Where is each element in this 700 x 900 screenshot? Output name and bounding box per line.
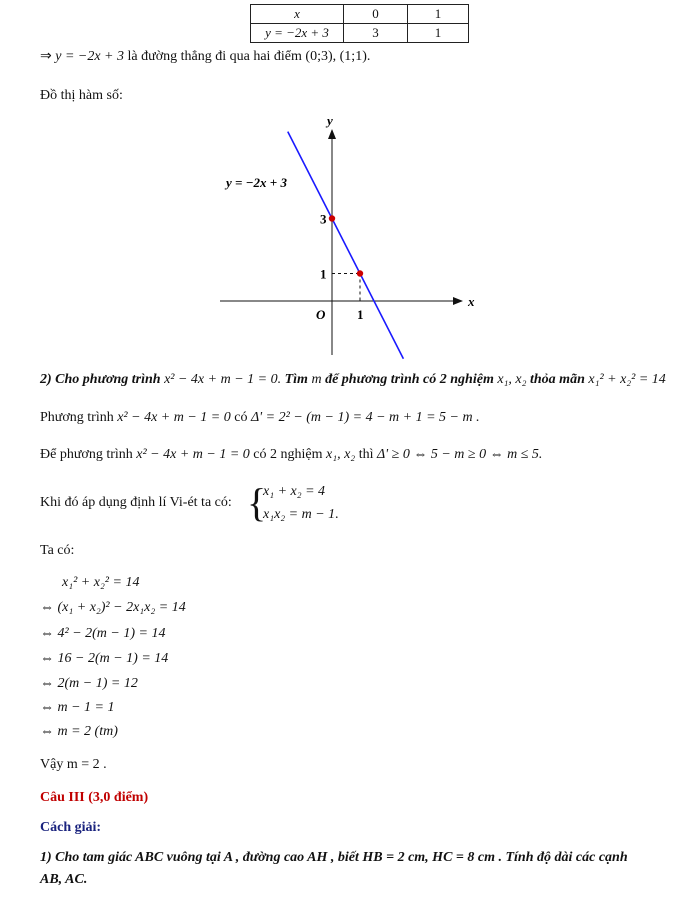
graph-heading: Đồ thị hàm số: bbox=[40, 88, 123, 103]
q2-text: Tìm bbox=[284, 372, 308, 387]
data-point bbox=[357, 270, 363, 276]
vieta-line-2: x₁x₂ = m − 1 bbox=[263, 507, 336, 522]
question-3-line-1: 1) Cho tam giác ABC vuông tại A , đường cao AH , biết HB = 2 cm, HC = 8 cm . Tính độ dài các cạnh bbox=[40, 850, 628, 865]
data-point bbox=[329, 215, 335, 221]
step-line: ⇔ 4² − 2(m − 1) = 14 bbox=[40, 626, 166, 641]
q2-text: để phương trình có 2 nghiệm bbox=[325, 372, 494, 387]
q2-vars: x₁, x₂ bbox=[497, 372, 527, 387]
condition: Δ' ≥ 0 ⇔ 5 − m ≥ 0 ⇔ m ≤ 5. bbox=[376, 447, 543, 462]
text: Phương trình bbox=[40, 410, 114, 425]
implies-symbol: ⇒ bbox=[40, 49, 52, 64]
q2-text: 2) Cho phương trình bbox=[40, 372, 161, 387]
step-line: ⇔ 16 − 2(m − 1) = 14 bbox=[40, 651, 169, 666]
solution-heading: Cách giải: bbox=[40, 820, 102, 835]
text: thì bbox=[358, 447, 374, 462]
step-line: ⇔ m − 1 = 1 bbox=[40, 700, 115, 715]
table-cell: 1 bbox=[408, 24, 469, 43]
table-cell: x bbox=[251, 5, 344, 24]
ta-co: Ta có: bbox=[40, 543, 75, 558]
q2-text: thỏa mãn bbox=[530, 372, 585, 387]
text: có bbox=[234, 410, 248, 425]
equation: x² − 4x + m − 1 = 0 bbox=[117, 410, 231, 425]
table-cell: 1 bbox=[408, 5, 469, 24]
vieta-dot: . bbox=[335, 507, 339, 522]
vieta-text: Khi đó áp dụng định lí Vi-ét ta có: bbox=[40, 495, 232, 510]
vars: x₁, x₂ bbox=[326, 447, 356, 462]
paragraph-condition bbox=[40, 447, 542, 463]
table-cell: y = −2x + 3 bbox=[251, 24, 344, 43]
function-label: y = −2x + 3 bbox=[226, 175, 287, 190]
table-row bbox=[251, 24, 469, 43]
q2-equation: x² − 4x + m − 1 = 0. bbox=[164, 372, 282, 387]
value-table bbox=[250, 4, 469, 43]
y-axis-label: y bbox=[327, 113, 333, 128]
step-line: ⇔ m = 2 (tm) bbox=[40, 724, 118, 739]
x-axis-label: x bbox=[468, 294, 475, 309]
y-tick-label: 1 bbox=[320, 266, 327, 282]
delta-expression: Δ' = 2² − (m − 1) = 4 − m + 1 = 5 − m . bbox=[250, 410, 480, 425]
equation: y = −2x + 3 bbox=[55, 49, 125, 64]
y-tick-label: 3 bbox=[320, 211, 327, 227]
step-line: x₁² + x₂² = 14 bbox=[62, 575, 140, 590]
question-2 bbox=[40, 372, 666, 388]
paragraph-delta bbox=[40, 410, 480, 426]
step-line: ⇔ (x₁ + x₂)² − 2x₁x₂ = 14 bbox=[40, 600, 186, 615]
conclusion: Vậy m = 2 . bbox=[40, 757, 107, 772]
function-graph bbox=[200, 110, 480, 360]
vieta-line-1: x₁ + x₂ = 4 bbox=[263, 484, 326, 499]
equation: x² − 4x + m − 1 = 0 bbox=[136, 447, 250, 462]
points: (0;3), (1;1). bbox=[305, 49, 371, 64]
q2-condition: x₁² + x₂² = 14 bbox=[588, 372, 666, 387]
section-heading: Câu III (3,0 điểm) bbox=[40, 790, 149, 805]
q2-var: m bbox=[311, 372, 322, 387]
table-row bbox=[251, 5, 469, 24]
text: có 2 nghiệm bbox=[253, 447, 323, 462]
text: là đường thẳng đi qua hai điểm bbox=[127, 49, 302, 64]
text: Để phương trình bbox=[40, 447, 133, 462]
function-line bbox=[288, 132, 404, 359]
table-cell: 3 bbox=[344, 24, 408, 43]
step-line: ⇔ 2(m − 1) = 12 bbox=[40, 676, 138, 691]
question-3-line-2: AB, AC. bbox=[40, 872, 88, 887]
line-sentence bbox=[40, 48, 370, 65]
table-cell: 0 bbox=[344, 5, 408, 24]
origin-label: O bbox=[316, 307, 326, 322]
x-tick-label: 1 bbox=[357, 307, 364, 322]
brace-symbol: { bbox=[247, 480, 267, 525]
